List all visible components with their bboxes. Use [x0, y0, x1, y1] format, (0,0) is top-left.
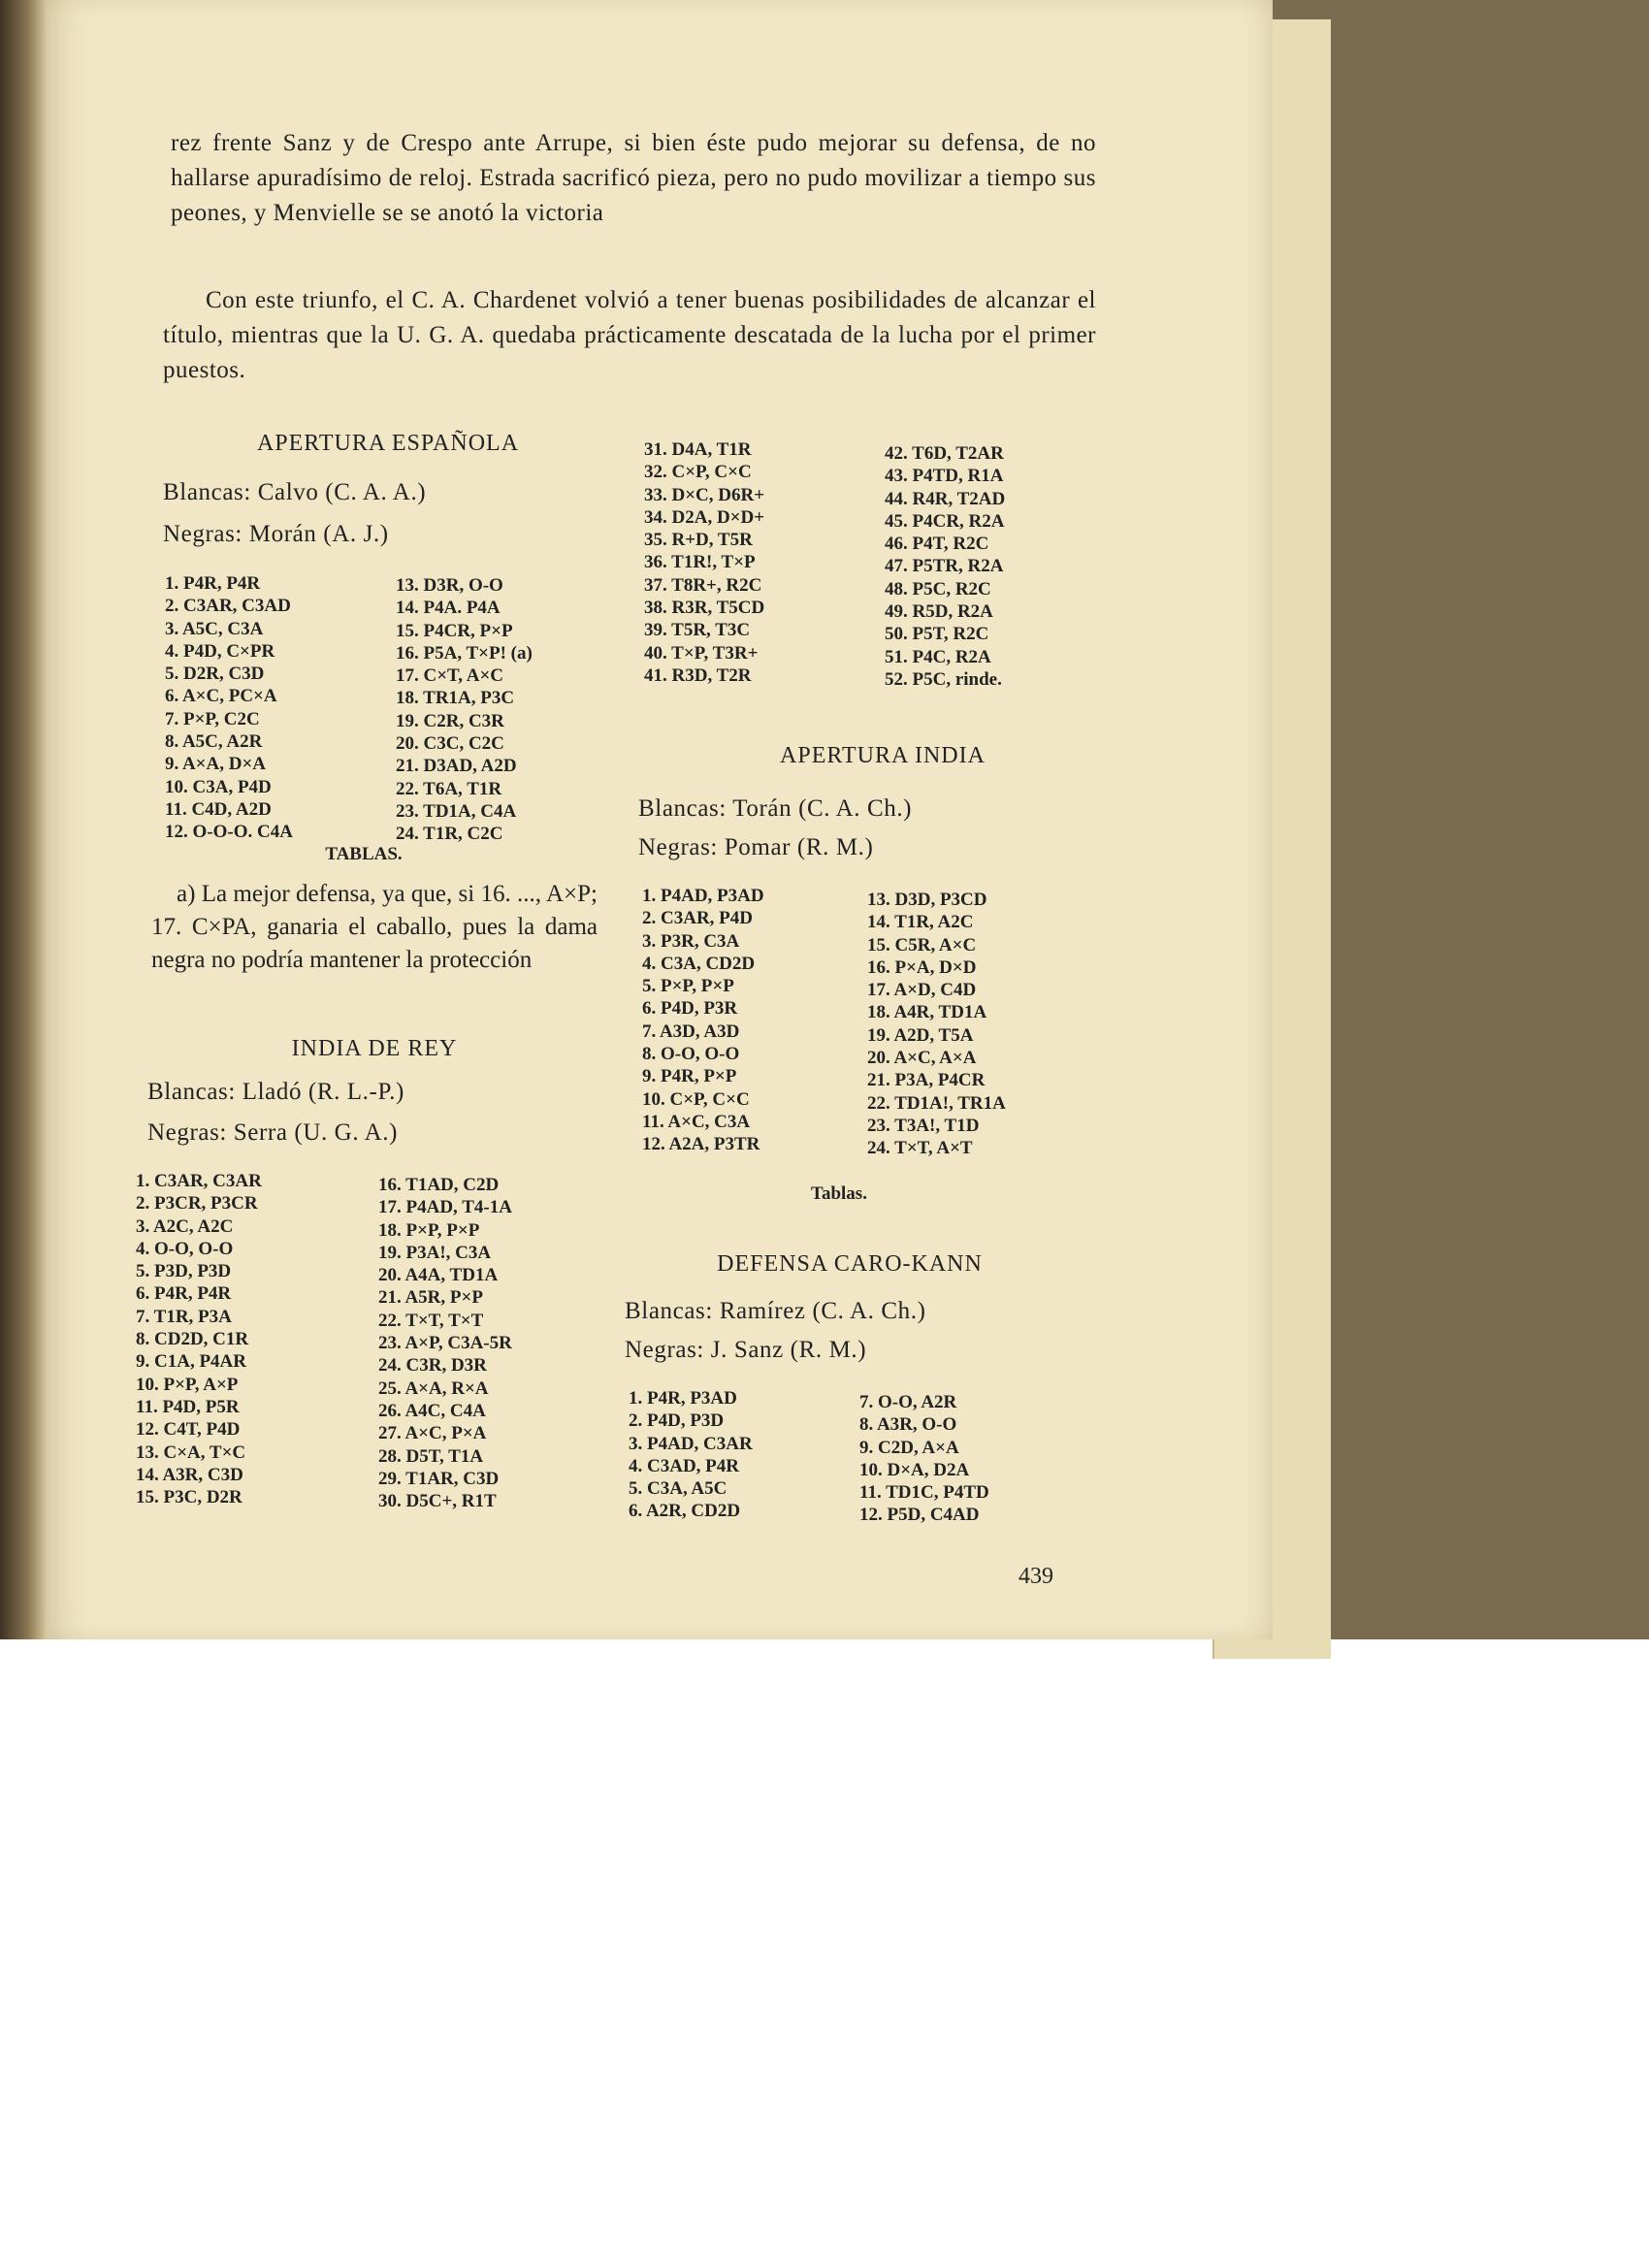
move-entry: 13. C×A, T×C — [136, 1442, 246, 1463]
move-entry: 10. C×P, C×C — [642, 1088, 750, 1110]
move-entry: 45. P4CR, R2A — [885, 510, 1005, 532]
move-entry: 4. C3A, CD2D — [642, 953, 756, 974]
move-entry: 23. A×P, C3A-5R — [378, 1333, 512, 1354]
move-entry: 2. P4D, P3D — [629, 1410, 725, 1432]
game-title: APERTURA INDIA — [780, 743, 986, 768]
black-player: Negras: Morán (A. J.) — [163, 521, 389, 547]
move-entry: 25. A×A, R×A — [378, 1377, 489, 1399]
move-entry: 4. O-O, O-O — [136, 1238, 234, 1259]
move-entry: 28. D5T, T1A — [378, 1445, 484, 1467]
game-title: INDIA DE REY — [291, 1036, 458, 1061]
move-entry: 3. P3R, C3A — [642, 930, 740, 952]
move-entry: 41. R3D, T2R — [644, 664, 752, 686]
move-entry: 21. P3A, P4CR — [867, 1070, 986, 1091]
move-entry: 27. A×C, P×A — [378, 1423, 487, 1444]
move-list — [885, 442, 1005, 691]
intro-paragraph: rez frente Sanz y de Crespo ante Arrupe, si bien éste pudo mejorar su defensa, de no hallarse apuradísimo de reloj. Estrada sacrificó pieza, pero no pudo movilizar a tiempo sus peones, y Menvielle se se anotó la victoria — [171, 130, 1096, 226]
move-entry: 20. A×C, A×A — [867, 1048, 977, 1069]
move-entry: 9. P4R, P×P — [642, 1066, 737, 1087]
move-entry: 5. P3D, P3D — [136, 1261, 232, 1282]
move-entry: 15. P4CR, P×P — [396, 620, 513, 641]
move-entry: 12. P5D, C4AD — [859, 1505, 980, 1526]
move-entry: 17. P4AD, T4-1A — [378, 1197, 512, 1218]
move-entry: 10. C3A, P4D — [165, 776, 272, 797]
move-entry: 16. P5A, T×P! (a) — [396, 642, 533, 664]
move-entry: 49. R5D, R2A — [885, 601, 993, 623]
move-entry: 11. A×C, C3A — [642, 1111, 751, 1132]
move-entry: 19. A2D, T5A — [867, 1024, 974, 1046]
move-entry: 21. D3AD, A2D — [396, 756, 517, 777]
move-entry: 8. A5C, A2R — [165, 731, 263, 753]
move-entry: 34. D2A, D×D+ — [644, 506, 765, 528]
move-entry: 12. A2A, P3TR — [642, 1134, 760, 1155]
move-list — [867, 889, 1006, 1160]
game-title: DEFENSA CARO-KANN — [717, 1251, 983, 1277]
move-entry: 11. C4D, A2D — [165, 798, 272, 820]
move-entry: 16. P×A, D×D — [867, 956, 977, 978]
move-entry: 7. P×P, C2C — [165, 708, 260, 729]
book-binding — [0, 0, 47, 1639]
move-entry: 8. CD2D, C1R — [136, 1329, 249, 1350]
move-entry: 44. R4R, T2AD — [885, 488, 1006, 509]
move-entry: 24. T1R, C2C — [396, 824, 503, 845]
move-entry: 33. D×C, D6R+ — [644, 484, 765, 505]
move-entry: 22. TD1A!, TR1A — [867, 1092, 1006, 1114]
move-entry: 18. A4R, TD1A — [867, 1002, 987, 1023]
move-entry: 36. T1R!, T×P — [644, 552, 756, 573]
move-entry: 18. P×P, P×P — [378, 1219, 480, 1241]
move-entry: 26. A4C, C4A — [378, 1400, 486, 1421]
move-entry: 1. P4R, P3AD — [629, 1388, 737, 1409]
move-entry: 6. A×C, PC×A — [165, 686, 277, 707]
move-entry: 48. P5C, R2C — [885, 578, 991, 599]
white-player: Blancas: Lladó (R. L.-P.) — [147, 1079, 404, 1105]
move-entry: 9. C1A, P4AR — [136, 1351, 246, 1373]
move-entry: 1. C3AR, C3AR — [136, 1171, 262, 1191]
move-entry: 6. P4R, P4R — [136, 1283, 232, 1305]
move-entry: 7. T1R, P3A — [136, 1306, 232, 1327]
move-entry: 8. O-O, O-O — [642, 1044, 740, 1065]
move-entry: 2. C3AR, P4D — [642, 908, 753, 929]
move-entry: 19. P3A!, C3A — [378, 1242, 492, 1263]
move-entry: 14. T1R, A2C — [867, 912, 974, 933]
move-list — [378, 1174, 512, 1512]
move-entry: 16. T1AD, C2D — [378, 1175, 500, 1195]
move-entry: 18. TR1A, P3C — [396, 688, 515, 709]
intro-paragraph: Con este triunfo, el C. A. Chardenet volvió a tener buenas posibilidades de alcanzar el título, mientras que la U. G. A. quedaba prácticamente descatada de la lucha por el primer puestos. — [163, 287, 1096, 383]
move-entry: 22. T6A, T1R — [396, 778, 502, 799]
black-player: Negras: J. Sanz (R. M.) — [625, 1337, 867, 1363]
white-player: Blancas: Torán (C. A. Ch.) — [638, 795, 913, 822]
move-entry: 6. P4D, P3R — [642, 998, 738, 1020]
move-list — [859, 1391, 989, 1527]
black-player: Negras: Pomar (R. M.) — [638, 834, 874, 860]
move-entry: 5. P×P, P×P — [642, 976, 734, 997]
move-entry: 5. D2R, C3D — [165, 664, 265, 685]
move-entry: 15. C5R, A×C — [867, 934, 977, 956]
move-entry: 4. P4D, C×PR — [165, 640, 275, 662]
move-entry: 10. P×P, A×P — [136, 1374, 239, 1395]
move-entry: 31. D4A, T1R — [644, 439, 752, 460]
move-entry: 6. A2R, CD2D — [629, 1501, 741, 1522]
move-entry: 15. P3C, D2R — [136, 1487, 242, 1508]
move-entry: 9. C2D, A×A — [859, 1437, 959, 1458]
move-entry: 40. T×P, T3R+ — [644, 642, 759, 664]
move-entry: 2. P3CR, P3CR — [136, 1193, 258, 1215]
move-entry: 14. A3R, C3D — [136, 1464, 243, 1485]
move-entry: 52. P5C, rinde. — [885, 668, 1002, 690]
move-entry: 29. T1AR, C3D — [378, 1468, 500, 1489]
move-entry: 1. P4R, P4R — [165, 573, 261, 594]
move-entry: 38. R3R, T5CD — [644, 598, 765, 619]
move-entry: 46. P4T, R2C — [885, 534, 989, 555]
move-entry: 9. A×A, D×A — [165, 754, 266, 775]
game-annotation: a) La mejor defensa, ya que, si 16. ..., A×P; 17. C×PA, ganaria el caballo, pues la dama negra no podría mantener la protección — [151, 881, 598, 973]
move-entry: 19. C2R, C3R — [396, 710, 504, 731]
move-entry: 20. A4A, TD1A — [378, 1265, 499, 1286]
move-entry: 23. T3A!, T1D — [867, 1115, 980, 1136]
move-list — [136, 1170, 262, 1508]
move-entry: 30. D5C+, R1T — [378, 1491, 497, 1512]
move-entry: 7. A3D, A3D — [642, 1021, 740, 1042]
move-entry: 24. T×T, A×T — [867, 1138, 973, 1159]
move-entry: 11. TD1C, P4TD — [859, 1482, 989, 1504]
move-entry: 21. A5R, P×P — [378, 1287, 483, 1309]
move-entry: 20. C3C, C2C — [396, 733, 504, 755]
move-entry: 11. P4D, P5R — [136, 1396, 240, 1417]
move-entry: 22. T×T, T×T — [378, 1310, 484, 1331]
move-list — [629, 1387, 753, 1523]
move-entry: 3. A2C, A2C — [136, 1215, 234, 1237]
move-entry: 3. A5C, C3A — [165, 618, 264, 639]
white-player: Blancas: Calvo (C. A. A.) — [163, 479, 427, 505]
move-entry: 50. P5T, R2C — [885, 624, 989, 645]
move-entry: 8. A3R, O-O — [859, 1414, 957, 1436]
move-entry: 14. P4A. P4A — [396, 598, 501, 619]
move-entry: 43. P4TD, R1A — [885, 466, 1004, 487]
move-entry: 39. T5R, T3C — [644, 620, 751, 641]
game-result: Tablas. — [811, 1183, 867, 1204]
move-list — [396, 574, 533, 846]
move-entry: 10. D×A, D2A — [859, 1459, 970, 1480]
game-result: TABLAS. — [325, 844, 403, 864]
move-entry: 47. P5TR, R2A — [885, 556, 1004, 577]
move-entry: 5. C3A, A5C — [629, 1478, 728, 1500]
move-entry: 37. T8R+, R2C — [644, 574, 762, 596]
move-entry: 4. C3AD, P4R — [629, 1455, 739, 1476]
move-entry: 17. A×D, C4D — [867, 980, 977, 1001]
white-player: Blancas: Ramírez (C. A. Ch.) — [625, 1298, 926, 1324]
move-entry: 2. C3AR, C3AD — [165, 596, 291, 617]
move-entry: 32. C×P, C×C — [644, 462, 752, 483]
move-entry: 12. O-O-O. C4A — [165, 822, 293, 843]
move-entry: 3. P4AD, C3AR — [629, 1433, 753, 1454]
move-list — [642, 885, 764, 1156]
move-list — [165, 572, 293, 844]
move-entry: 12. C4T, P4D — [136, 1419, 241, 1441]
move-entry: 24. C3R, D3R — [378, 1355, 487, 1377]
black-player: Negras: Serra (U. G. A.) — [147, 1119, 399, 1146]
game-title: APERTURA ESPAÑOLA — [256, 431, 520, 456]
move-entry: 17. C×T, A×C — [396, 665, 504, 687]
move-entry: 42. T6D, T2AR — [885, 443, 1004, 464]
page-number: 439 — [1018, 1564, 1053, 1589]
move-entry: 23. TD1A, C4A — [396, 800, 517, 822]
move-entry: 1. P4AD, P3AD — [642, 886, 764, 906]
move-entry: 7. O-O, A2R — [859, 1392, 957, 1412]
move-entry: 13. D3D, P3CD — [867, 890, 987, 910]
move-entry: 51. P4C, R2A — [885, 646, 991, 667]
move-list — [644, 438, 764, 687]
move-entry: 13. D3R, O-O — [396, 575, 503, 596]
move-entry: 35. R+D, T5R — [644, 530, 753, 551]
